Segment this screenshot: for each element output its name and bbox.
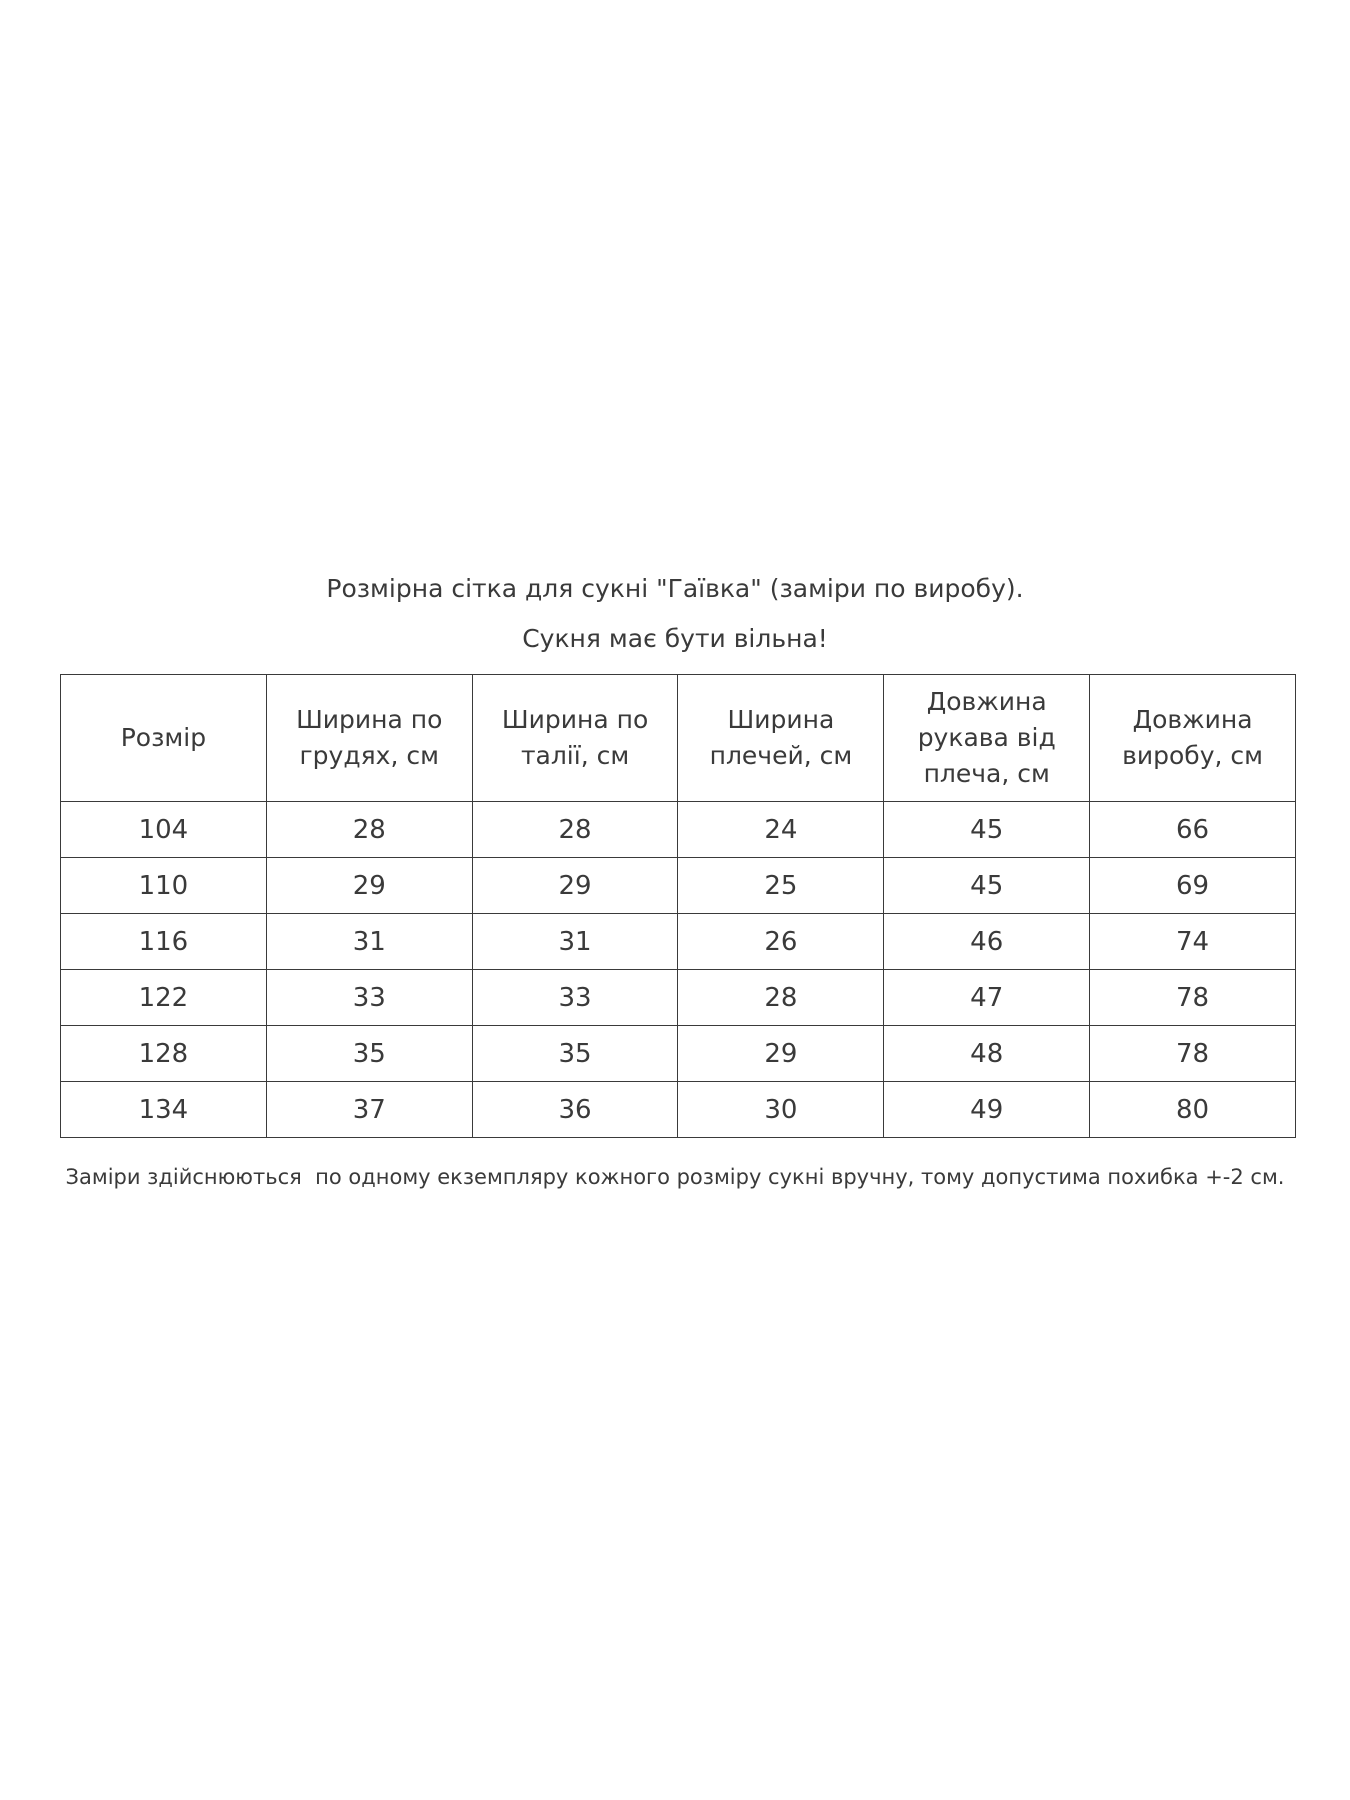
table-cell: 122 [61, 970, 267, 1026]
table-cell: 31 [472, 914, 678, 970]
table-cell: 80 [1090, 1082, 1296, 1138]
table-cell: 46 [884, 914, 1090, 970]
table-cell: 74 [1090, 914, 1296, 970]
table-cell: 36 [472, 1082, 678, 1138]
table-cell: 78 [1090, 970, 1296, 1026]
measurement-footnote: Заміри здійснюються по одному екземпляру кожного розміру сукні вручну, тому допустима похибка +-2 см. [65, 1165, 1285, 1189]
table-cell: 45 [884, 802, 1090, 858]
table-cell: 28 [266, 802, 472, 858]
table-cell: 104 [61, 802, 267, 858]
table-cell: 47 [884, 970, 1090, 1026]
table-cell: 35 [266, 1026, 472, 1082]
size-chart-title: Розмірна сітка для сукні "Гаївка" (заміри по виробу). [326, 574, 1024, 603]
table-cell: 29 [472, 858, 678, 914]
table-cell: 28 [678, 970, 884, 1026]
header-label: Довжина виробу, см [1122, 705, 1263, 770]
table-cell: 29 [678, 1026, 884, 1082]
header-garment-length [1090, 675, 1296, 802]
table-cell: 30 [678, 1082, 884, 1138]
header-size [61, 675, 267, 802]
table-header-row [61, 675, 1296, 802]
table-cell: 33 [472, 970, 678, 1026]
header-label: Ширина по грудях, см [296, 705, 443, 770]
header-label: Ширина плечей, см [709, 705, 853, 770]
header-shoulder-width [678, 675, 884, 802]
table-row [61, 1082, 1296, 1138]
table-row [61, 970, 1296, 1026]
table-cell: 110 [61, 858, 267, 914]
table-row [61, 858, 1296, 914]
table-cell: 66 [1090, 802, 1296, 858]
table-row [61, 914, 1296, 970]
table-cell: 45 [884, 858, 1090, 914]
table-cell: 26 [678, 914, 884, 970]
table-cell: 31 [266, 914, 472, 970]
table-row [61, 1026, 1296, 1082]
table-cell: 116 [61, 914, 267, 970]
table-cell: 24 [678, 802, 884, 858]
table-cell: 25 [678, 858, 884, 914]
table-row [61, 802, 1296, 858]
header-label: Довжина рукава від плеча, см [917, 687, 1056, 788]
size-chart-subtitle: Сукня має бути вільна! [522, 624, 828, 653]
header-chest-width [266, 675, 472, 802]
table-cell: 35 [472, 1026, 678, 1082]
table-cell: 128 [61, 1026, 267, 1082]
table-cell: 69 [1090, 858, 1296, 914]
header-sleeve-length [884, 675, 1090, 802]
table-cell: 28 [472, 802, 678, 858]
table-cell: 37 [266, 1082, 472, 1138]
table-cell: 48 [884, 1026, 1090, 1082]
table-cell: 134 [61, 1082, 267, 1138]
table-cell: 49 [884, 1082, 1090, 1138]
header-label: Ширина по талії, см [501, 705, 649, 770]
size-table [60, 674, 1296, 1138]
table-cell: 78 [1090, 1026, 1296, 1082]
header-label: Розмір [120, 723, 207, 752]
header-waist-width [472, 675, 678, 802]
table-cell: 29 [266, 858, 472, 914]
table-cell: 33 [266, 970, 472, 1026]
